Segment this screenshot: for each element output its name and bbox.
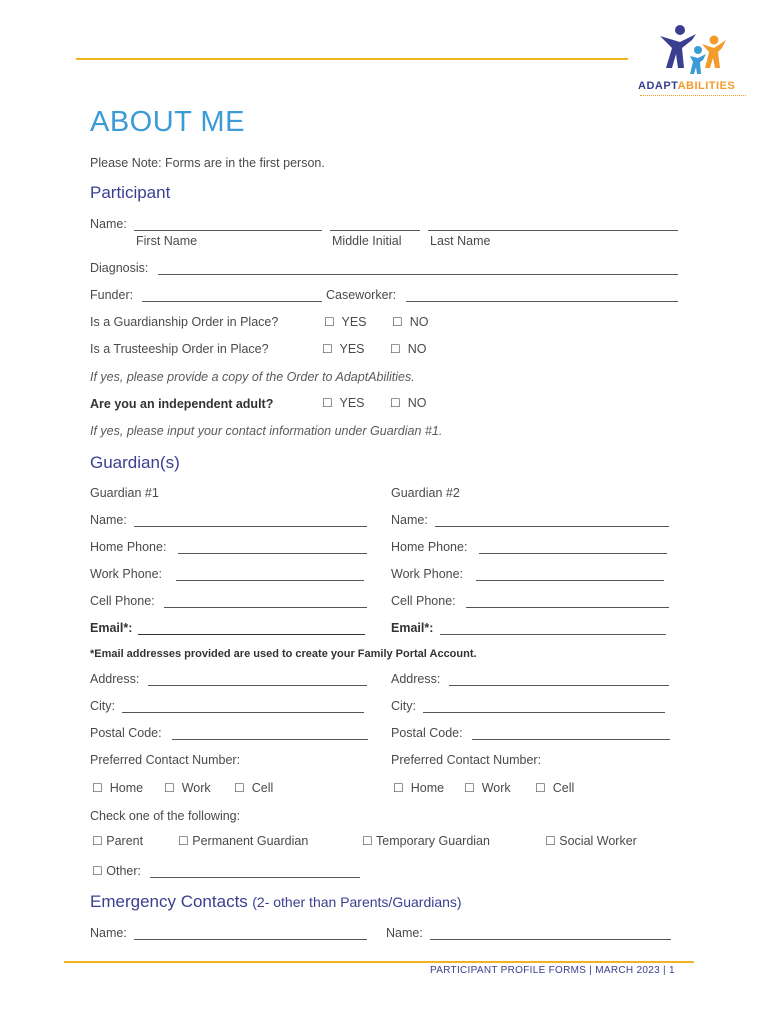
checkbox-icon: ☐ — [234, 781, 245, 795]
cell-label: Cell — [552, 781, 575, 795]
checkbox-icon: ☐ — [393, 781, 404, 795]
g1-address-label: Address: — [90, 672, 140, 686]
permanent-guardian-label: Permanent Guardian — [192, 834, 309, 848]
independent-yes-option[interactable] — [322, 396, 365, 410]
g2-work-phone-label: Work Phone: — [391, 567, 464, 581]
independent-no-option[interactable] — [390, 396, 426, 410]
participant-heading: Participant — [90, 183, 171, 202]
checkbox-icon: ☐ — [362, 834, 373, 848]
g1-home-option[interactable] — [92, 781, 143, 795]
logo-word-abilities: ABILITIES — [677, 80, 736, 92]
last-name-caption: Last Name — [430, 234, 491, 248]
first-name-field[interactable] — [134, 230, 322, 231]
parent-option[interactable] — [92, 834, 143, 848]
other-field[interactable] — [150, 877, 360, 878]
check-one-label: Check one of the following: — [90, 809, 241, 823]
cell-label: Cell — [251, 781, 274, 795]
g2-cell-phone-field[interactable] — [466, 607, 669, 608]
emergency-2-name-field[interactable] — [430, 939, 671, 940]
social-worker-option[interactable] — [545, 834, 637, 848]
other-option[interactable] — [92, 864, 141, 878]
checkbox-icon: ☐ — [322, 342, 333, 356]
adaptabilities-logo — [636, 22, 750, 104]
checkbox-icon: ☐ — [464, 781, 475, 795]
independent-question: Are you an independent adult? — [90, 397, 274, 411]
diagnosis-label: Diagnosis: — [90, 261, 149, 275]
g2-cell-option[interactable] — [535, 781, 574, 795]
caseworker-field[interactable] — [406, 301, 678, 302]
g1-postal-label: Postal Code: — [90, 726, 162, 740]
emergency-1-name-field[interactable] — [134, 939, 367, 940]
g1-home-phone-label: Home Phone: — [90, 540, 167, 554]
g1-home-phone-field[interactable] — [178, 553, 367, 554]
checkbox-icon: ☐ — [390, 396, 401, 410]
guardianship-yes-option[interactable] — [324, 315, 367, 329]
guardian-1-label: Guardian #1 — [90, 486, 159, 500]
page-title: ABOUT ME — [90, 106, 245, 138]
guardianship-no-option[interactable] — [392, 315, 428, 329]
yes-label: YES — [339, 396, 365, 410]
checkbox-icon: ☐ — [324, 315, 335, 329]
g2-home-phone-field[interactable] — [479, 553, 667, 554]
temporary-guardian-label: Temporary Guardian — [376, 834, 490, 848]
g2-city-field[interactable] — [423, 712, 665, 713]
independent-note: If yes, please input your contact information under Guardian #1. — [90, 424, 443, 438]
checkbox-icon: ☐ — [178, 834, 189, 848]
g2-address-label: Address: — [391, 672, 441, 686]
parent-label: Parent — [106, 834, 144, 848]
no-label: NO — [407, 396, 427, 410]
logo-tagline — [640, 95, 746, 100]
emergency-2-name-label: Name: — [386, 926, 423, 940]
email-note: *Email addresses provided are used to create your Family Portal Account. — [90, 648, 477, 660]
g2-cell-phone-label: Cell Phone: — [391, 594, 456, 608]
emergency-subheading: (2- other than Parents/Guardians) — [252, 894, 462, 910]
g2-address-field[interactable] — [449, 685, 669, 686]
guardian-2-label: Guardian #2 — [391, 486, 460, 500]
g1-address-field[interactable] — [148, 685, 367, 686]
trusteeship-no-option[interactable] — [390, 342, 426, 356]
checkbox-icon: ☐ — [535, 781, 546, 795]
g1-cell-option[interactable] — [234, 781, 273, 795]
g2-work-phone-field[interactable] — [476, 580, 664, 581]
g1-postal-field[interactable] — [172, 739, 368, 740]
no-label: NO — [409, 315, 429, 329]
g2-postal-label: Postal Code: — [391, 726, 463, 740]
checkbox-icon: ☐ — [164, 781, 175, 795]
last-name-field[interactable] — [428, 230, 678, 231]
order-note: If yes, please provide a copy of the Order to AdaptAbilities. — [90, 370, 415, 384]
social-worker-label: Social Worker — [559, 834, 637, 848]
form-note: Please Note: Forms are in the first person. — [90, 156, 325, 170]
guardians-heading: Guardian(s) — [90, 453, 180, 472]
g2-postal-field[interactable] — [472, 739, 670, 740]
home-label: Home — [109, 781, 144, 795]
caseworker-label: Caseworker: — [326, 288, 397, 302]
g2-work-option[interactable] — [464, 781, 511, 795]
yes-label: YES — [339, 342, 365, 356]
g1-name-field[interactable] — [134, 526, 367, 527]
name-label: Name: — [90, 217, 127, 231]
logo-figures-icon — [636, 22, 750, 82]
middle-initial-field[interactable] — [330, 230, 420, 231]
guardianship-question: Is a Guardianship Order in Place? — [90, 315, 279, 329]
footer-rule — [64, 961, 694, 963]
permanent-guardian-option[interactable] — [178, 834, 308, 848]
footer-text: PARTICIPANT PROFILE FORMS | MARCH 2023 | 1 — [430, 965, 675, 976]
home-label: Home — [410, 781, 445, 795]
g1-email-label: Email*: — [90, 621, 133, 635]
funder-field[interactable] — [142, 301, 322, 302]
trusteeship-question: Is a Trusteeship Order in Place? — [90, 342, 269, 356]
first-name-caption: First Name — [136, 234, 198, 248]
g1-city-label: City: — [90, 699, 115, 713]
g2-city-label: City: — [391, 699, 416, 713]
checkbox-icon: ☐ — [92, 864, 103, 878]
no-label: NO — [407, 342, 427, 356]
g1-cell-phone-field[interactable] — [164, 607, 367, 608]
temporary-guardian-option[interactable] — [362, 834, 490, 848]
trusteeship-yes-option[interactable] — [322, 342, 365, 356]
checkbox-icon: ☐ — [92, 834, 103, 848]
other-label: Other: — [106, 864, 141, 878]
g2-name-label: Name: — [391, 513, 428, 527]
yes-label: YES — [341, 315, 367, 329]
g1-work-option[interactable] — [164, 781, 211, 795]
checkbox-icon: ☐ — [390, 342, 401, 356]
g2-home-phone-label: Home Phone: — [391, 540, 468, 554]
funder-label: Funder: — [90, 288, 134, 302]
diagnosis-field[interactable] — [158, 274, 678, 275]
checkbox-icon: ☐ — [322, 396, 333, 410]
checkbox-icon: ☐ — [545, 834, 556, 848]
g1-work-phone-label: Work Phone: — [90, 567, 163, 581]
work-label: Work — [481, 781, 511, 795]
emergency-heading-row — [90, 892, 462, 912]
g1-email-field[interactable] — [138, 634, 365, 635]
g2-preferred-label: Preferred Contact Number: — [391, 753, 542, 767]
logo-word-adapt: ADAPT — [638, 80, 678, 92]
emergency-1-name-label: Name: — [90, 926, 127, 940]
g1-name-label: Name: — [90, 513, 127, 527]
g1-work-phone-field[interactable] — [176, 580, 364, 581]
g2-email-label: Email*: — [391, 621, 434, 635]
g1-cell-phone-label: Cell Phone: — [90, 594, 155, 608]
g1-city-field[interactable] — [122, 712, 364, 713]
checkbox-icon: ☐ — [392, 315, 403, 329]
checkbox-icon: ☐ — [92, 781, 103, 795]
g2-name-field[interactable] — [435, 526, 669, 527]
emergency-heading: Emergency Contacts — [90, 892, 248, 911]
g1-preferred-label: Preferred Contact Number: — [90, 753, 241, 767]
g2-email-field[interactable] — [440, 634, 666, 635]
header-rule — [76, 58, 628, 60]
g2-home-option[interactable] — [393, 781, 444, 795]
middle-initial-caption: Middle Initial — [332, 234, 402, 248]
work-label: Work — [181, 781, 211, 795]
